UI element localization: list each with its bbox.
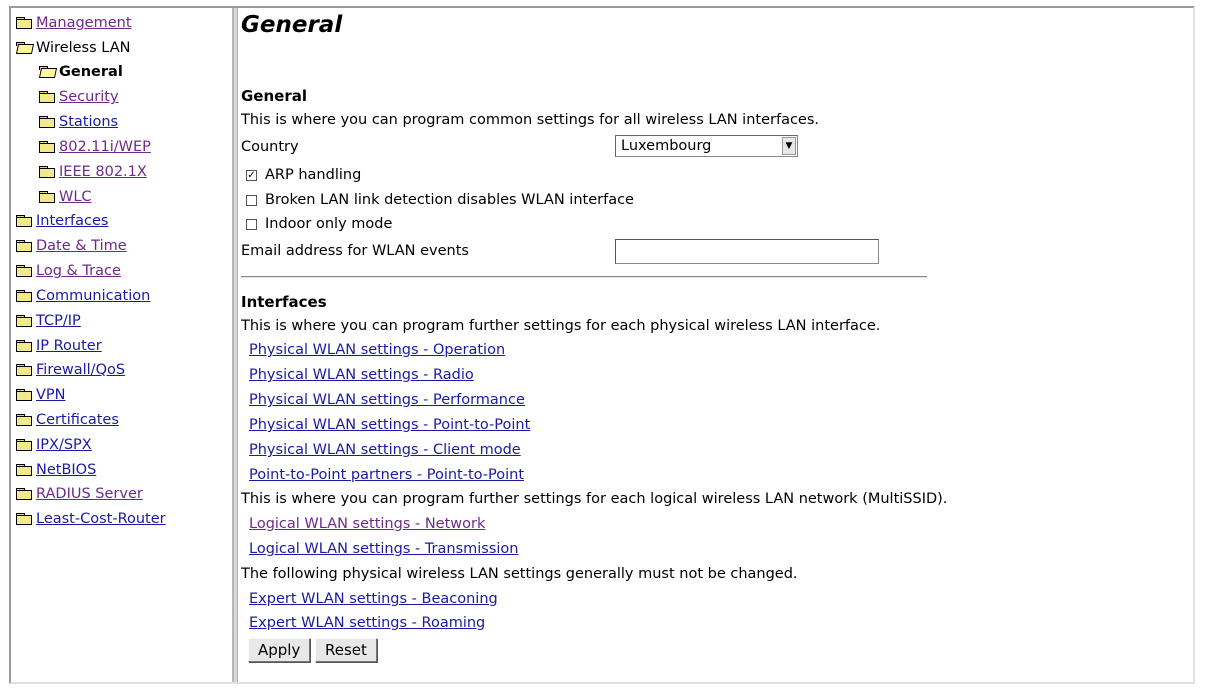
sidebar-item-stations[interactable]	[39, 112, 118, 132]
sidebar-item-log-trace[interactable]	[16, 261, 121, 281]
sidebar-item-least-cost-router[interactable]	[16, 509, 166, 529]
sidebar-item-general[interactable]	[39, 62, 123, 82]
sidebar-item-ip-router[interactable]	[16, 336, 102, 356]
sidebar-item-label[interactable]: VPN	[36, 387, 66, 403]
folder-icon	[39, 91, 55, 103]
indoor-only-checkbox[interactable]	[246, 219, 257, 230]
arp-handling-label: ARP handling	[265, 167, 362, 183]
main-content	[237, 8, 1193, 682]
email-field[interactable]	[615, 239, 879, 264]
sidebar-item-vpn[interactable]	[16, 385, 66, 405]
sidebar-item-security[interactable]	[39, 87, 119, 107]
sidebar-item-label[interactable]: Stations	[59, 114, 119, 130]
chevron-down-icon[interactable]: ▼	[782, 137, 796, 155]
folder-icon	[16, 389, 32, 401]
folder-icon	[16, 215, 32, 227]
expert-description: The following physical wireless LAN settings generally must not be changed.	[241, 566, 798, 582]
sidebar-item-date-time[interactable]	[16, 236, 127, 256]
link-logical-network[interactable]: Logical WLAN settings - Network	[249, 516, 486, 532]
sidebar-item-wlc[interactable]	[39, 187, 92, 207]
sidebar-item-label[interactable]: WLC	[59, 189, 92, 205]
sidebar-item-80211i-wep[interactable]	[39, 137, 151, 157]
link-physical-radio[interactable]: Physical WLAN settings - Radio	[249, 367, 474, 383]
sidebar-item-ieee-8021x[interactable]	[39, 162, 147, 182]
folder-icon	[16, 290, 32, 302]
email-label: Email address for WLAN events	[241, 243, 469, 259]
sidebar-item-label[interactable]: TCP/IP	[36, 313, 81, 329]
sidebar-item-label[interactable]: Firewall/QoS	[36, 362, 126, 378]
link-physical-client-mode[interactable]: Physical WLAN settings - Client mode	[249, 442, 521, 458]
country-select[interactable]	[615, 135, 798, 157]
sidebar-item-tcp-ip[interactable]	[16, 311, 81, 331]
folder-icon	[16, 340, 32, 352]
sidebar-nav	[11, 8, 234, 682]
link-physical-point-to-point[interactable]: Physical WLAN settings - Point-to-Point	[249, 417, 531, 433]
link-logical-transmission[interactable]: Logical WLAN settings - Transmission	[249, 541, 519, 557]
page-title: General	[241, 12, 343, 38]
folder-icon	[16, 439, 32, 451]
link-point-to-point-partners[interactable]: Point-to-Point partners - Point-to-Point	[249, 467, 525, 483]
folder-icon	[39, 141, 55, 153]
section-heading-interfaces: Interfaces	[241, 293, 327, 311]
folder-icon	[16, 240, 32, 252]
folder-icon	[39, 166, 55, 178]
folder-icon	[16, 315, 32, 327]
sidebar-item-wireless-lan[interactable]	[16, 38, 130, 58]
apply-button[interactable]: Apply	[248, 638, 310, 662]
sidebar-item-netbios[interactable]	[16, 460, 96, 480]
folder-icon	[16, 17, 32, 29]
sidebar-item-label[interactable]: Least-Cost-Router	[36, 511, 166, 527]
reset-button[interactable]: Reset	[315, 638, 377, 662]
sidebar-item-label[interactable]: 802.11i/WEP	[59, 139, 151, 155]
sidebar-item-management[interactable]	[16, 13, 132, 33]
sidebar-item-certificates[interactable]	[16, 410, 119, 430]
section-divider	[241, 276, 927, 278]
folder-icon	[16, 464, 32, 476]
sidebar-item-ipx-spx[interactable]	[16, 435, 92, 455]
sidebar-item-label[interactable]: General	[59, 64, 123, 80]
sidebar-item-label[interactable]: IEEE 802.1X	[59, 164, 147, 180]
sidebar-item-label[interactable]: Management	[36, 15, 132, 31]
broken-lan-link-label: Broken LAN link detection disables WLAN interface	[265, 192, 634, 208]
folder-icon	[16, 513, 32, 525]
sidebar-item-label[interactable]: Interfaces	[36, 213, 109, 229]
sidebar-item-firewall-qos[interactable]	[16, 360, 125, 380]
sidebar-item-label[interactable]: NetBIOS	[36, 462, 97, 478]
broken-lan-link-checkbox[interactable]	[246, 195, 257, 206]
logical-description: This is where you can program further settings for each logical wireless LAN network (MultiSSID).	[241, 491, 948, 507]
sidebar-item-radius-server[interactable]	[16, 484, 143, 504]
sidebar-item-label[interactable]: Communication	[36, 288, 151, 304]
folder-icon	[16, 364, 32, 376]
folder-icon	[39, 116, 55, 128]
sidebar-item-label[interactable]: IPX/SPX	[36, 437, 92, 453]
country-select-value: Luxembourg	[621, 138, 712, 154]
sidebar-item-label[interactable]: Certificates	[36, 412, 119, 428]
sidebar-item-label[interactable]: RADIUS Server	[36, 486, 143, 502]
link-expert-beaconing[interactable]: Expert WLAN settings - Beaconing	[249, 591, 498, 607]
folder-open-icon	[16, 42, 32, 54]
link-expert-roaming[interactable]: Expert WLAN settings - Roaming	[249, 615, 486, 631]
folder-icon	[16, 488, 32, 500]
physical-description: This is where you can program further settings for each physical wireless LAN interface.	[241, 318, 881, 334]
link-physical-operation[interactable]: Physical WLAN settings - Operation	[249, 342, 506, 358]
sidebar-item-interfaces[interactable]	[16, 211, 108, 231]
folder-icon	[39, 191, 55, 203]
sidebar-item-label[interactable]: IP Router	[36, 338, 102, 354]
folder-open-icon	[39, 66, 55, 78]
general-description: This is where you can program common settings for all wireless LAN interfaces.	[241, 112, 820, 128]
sidebar-item-label[interactable]: Security	[59, 89, 119, 105]
folder-icon	[16, 265, 32, 277]
sidebar-item-label[interactable]: Log & Trace	[36, 263, 121, 279]
sidebar-item-label[interactable]: Date & Time	[36, 238, 127, 254]
arp-handling-checkbox[interactable]: ✓	[247, 170, 256, 181]
sidebar-item-label[interactable]: Wireless LAN	[36, 40, 131, 56]
link-physical-performance[interactable]: Physical WLAN settings - Performance	[249, 392, 525, 408]
folder-icon	[16, 414, 32, 426]
indoor-only-label: Indoor only mode	[265, 216, 393, 232]
sidebar-item-communication[interactable]	[16, 286, 150, 306]
section-heading-general: General	[241, 87, 307, 105]
country-label: Country	[241, 139, 299, 155]
